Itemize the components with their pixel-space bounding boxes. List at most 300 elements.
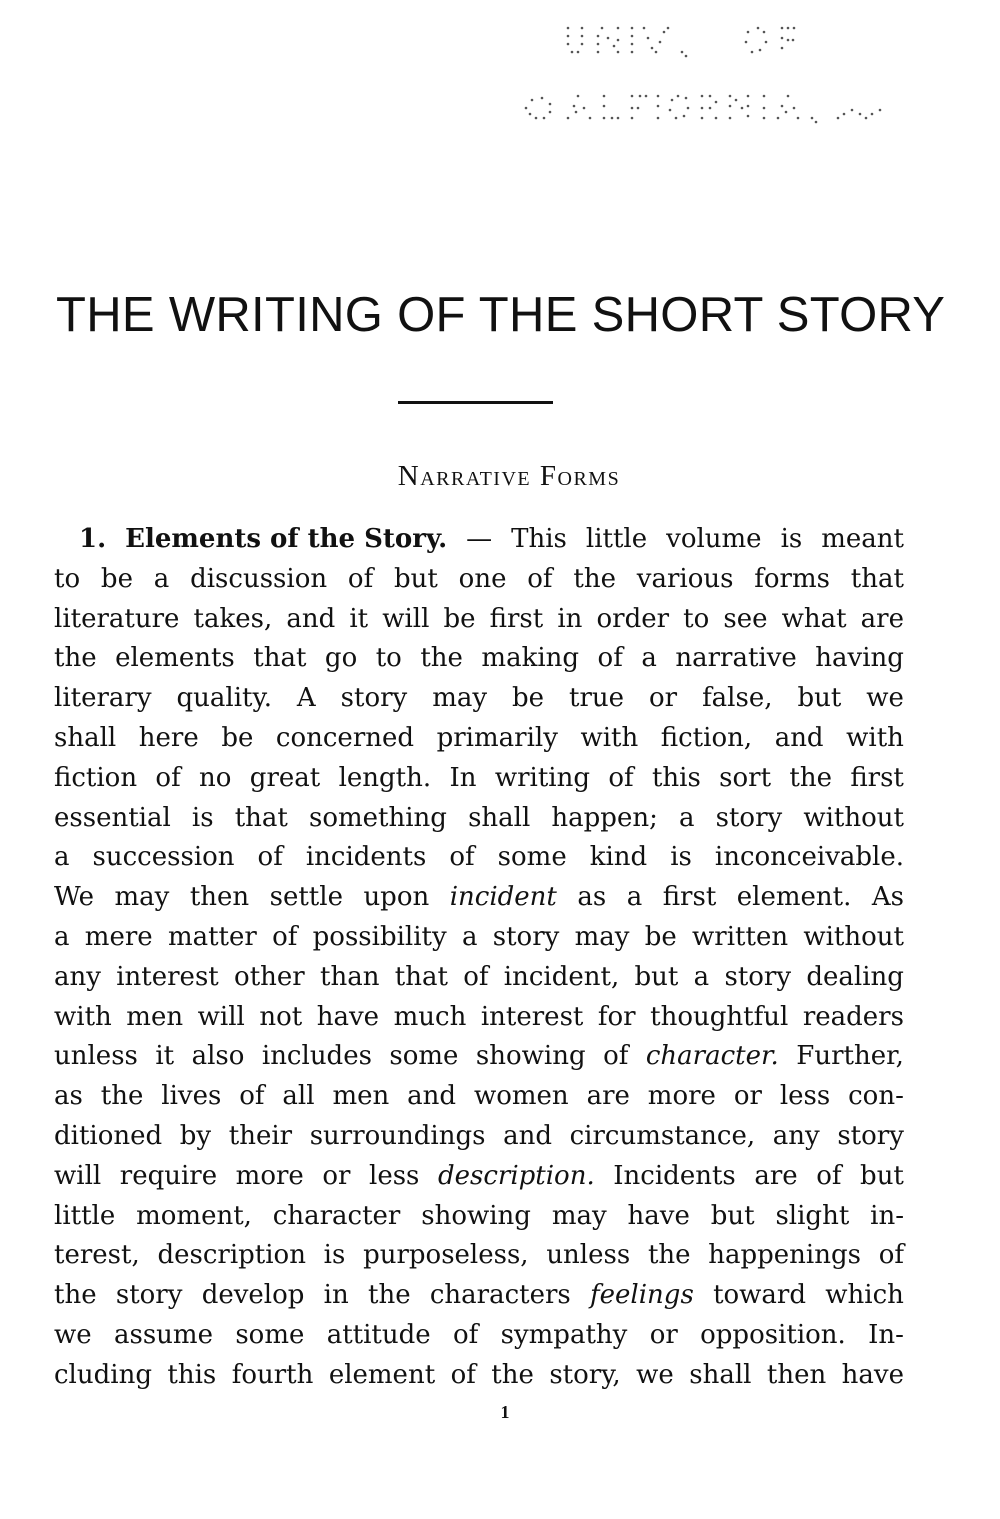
word: a (54, 921, 70, 952)
text-line (54, 1157, 904, 1197)
word: shall (54, 722, 117, 753)
word: concerned (275, 722, 415, 753)
word: quality. (176, 683, 272, 714)
stamp-dot (567, 117, 570, 120)
word: In (449, 762, 477, 793)
stamp-dot (631, 35, 634, 38)
word: we (54, 1319, 92, 1350)
word: discussion (190, 563, 328, 594)
word: be (512, 683, 545, 714)
word: elements (115, 643, 235, 674)
word: we (636, 1359, 674, 1390)
stamp-dot (603, 95, 606, 98)
word: that (850, 563, 904, 594)
word: or (649, 683, 678, 714)
word: lives (161, 1081, 222, 1112)
word: — (466, 524, 493, 554)
word: go (324, 643, 358, 674)
word: of (603, 1041, 629, 1072)
word: may (432, 683, 488, 714)
word: then (189, 882, 250, 913)
stamp-dot (747, 105, 750, 108)
stamp-dot (617, 117, 620, 120)
word: are (586, 1081, 630, 1112)
stamp-dot (581, 35, 584, 38)
text-line (54, 520, 904, 560)
text-line (54, 958, 904, 998)
stamp-dot (581, 43, 584, 46)
stamp-dot (651, 47, 654, 50)
paragraph-heading: Elements of the Story. (125, 524, 448, 554)
word: more (647, 1081, 716, 1112)
stamp-dot (701, 95, 704, 98)
word: moment, (136, 1200, 252, 1231)
text-line (54, 1077, 904, 1117)
word: and (503, 1120, 552, 1151)
stamp-dot (735, 99, 738, 102)
stamp-dot (781, 27, 784, 30)
emphasized-term: character. (645, 1041, 779, 1072)
stamp-dot (529, 113, 532, 116)
word: happenings (708, 1240, 861, 1271)
word: settle (269, 882, 343, 913)
stamp-dot (815, 121, 818, 124)
stamp-dot (637, 107, 640, 110)
paragraph-body (54, 520, 904, 1396)
stamp-dot (631, 117, 634, 120)
word: upon (363, 882, 430, 913)
word: develop (201, 1280, 305, 1311)
text-line (54, 1037, 904, 1077)
stamp-dot (601, 27, 604, 30)
stamp-dot (567, 35, 570, 38)
word: the (368, 1280, 411, 1311)
word: ditioned (54, 1120, 163, 1151)
word: require (119, 1160, 218, 1191)
word: assume (114, 1319, 213, 1350)
stamp-dot (879, 109, 882, 112)
emphasized-term: incident (449, 882, 557, 913)
stamp-dot (745, 41, 748, 44)
stamp-dot (781, 105, 784, 108)
word: of (449, 842, 475, 873)
word: literature (54, 603, 180, 634)
word: without (803, 921, 904, 952)
word: description (157, 1240, 306, 1271)
word: for (597, 1001, 636, 1032)
text-line (54, 1236, 904, 1276)
word: character (272, 1200, 401, 1231)
word: one (458, 563, 507, 594)
word: volume (666, 524, 762, 554)
text-line (54, 878, 904, 918)
word: to (683, 603, 710, 634)
stamp-dot (787, 39, 790, 42)
word: without (803, 802, 904, 833)
text-line (54, 600, 904, 640)
word: order (596, 603, 670, 634)
word: less (369, 1160, 420, 1191)
word: dealing (806, 961, 904, 992)
word: possibility (312, 921, 447, 952)
stamp-dot (671, 99, 674, 102)
stamp-dot (763, 31, 766, 34)
word: no (199, 762, 232, 793)
stamp-dot (683, 115, 686, 118)
word: unless (54, 1041, 138, 1072)
word: have (316, 1001, 380, 1032)
word: Incidents (613, 1160, 736, 1191)
word: mere (84, 921, 153, 952)
stamp-dot (581, 27, 584, 30)
word: incident, (503, 961, 620, 992)
stamp-dot (525, 107, 528, 110)
word: be (443, 603, 476, 634)
word: narrative (675, 643, 797, 674)
stamp-dot (567, 27, 570, 30)
stamp-dot (792, 39, 795, 42)
word: a (678, 802, 695, 833)
stamp-dot (631, 51, 634, 54)
word: In- (868, 1319, 904, 1350)
word: of (608, 762, 634, 793)
word: unless (546, 1240, 631, 1271)
word: fourth (231, 1359, 314, 1390)
stamp-dot (549, 111, 552, 114)
word: and (286, 603, 336, 634)
text-line (54, 719, 904, 759)
word: a (54, 842, 70, 873)
text-line (54, 1197, 904, 1237)
word: of (155, 762, 181, 793)
word: but (394, 563, 438, 594)
word: happen; (551, 802, 658, 833)
stamp-dot (787, 27, 790, 30)
stamp-dot (793, 27, 796, 30)
stamp-dot (611, 117, 614, 120)
stamp-dot (639, 95, 642, 98)
word: some (235, 1319, 305, 1350)
word: are (754, 1160, 798, 1191)
word: matter (167, 921, 257, 952)
stamp-dot (583, 107, 586, 110)
word: men (126, 1001, 184, 1032)
word: writing (494, 762, 590, 793)
word: slight (775, 1200, 850, 1231)
emphasized-term: description. (437, 1160, 595, 1191)
word: element. (736, 882, 852, 913)
word: may (551, 1200, 607, 1231)
stamp-dot (865, 117, 868, 120)
section-heading: Narrative Forms (397, 460, 621, 492)
word: with (580, 722, 639, 753)
stamp-dot (765, 41, 768, 44)
word: sympathy (500, 1319, 628, 1350)
stamp-dot (597, 51, 600, 54)
word: readers (802, 1001, 904, 1032)
stamp-dot (685, 55, 688, 58)
word: interest (116, 961, 219, 992)
stamp-dot (759, 49, 762, 52)
word: of (347, 563, 374, 594)
word: will (382, 603, 430, 634)
word: be (221, 722, 254, 753)
word: that (394, 961, 448, 992)
word: some (389, 1041, 459, 1072)
stamp-dot (655, 51, 658, 54)
text-line (54, 998, 904, 1038)
word: to (375, 643, 402, 674)
word: by (179, 1120, 212, 1151)
word: of (450, 1359, 476, 1390)
word: with (846, 722, 904, 753)
word: story, (549, 1359, 621, 1390)
word: story (340, 683, 408, 714)
word: the (54, 643, 97, 674)
word: story (724, 961, 792, 992)
word: it (155, 1041, 175, 1072)
word: characters (429, 1280, 571, 1311)
word: the (420, 643, 463, 674)
text-line (54, 679, 904, 719)
word: or (649, 1319, 678, 1350)
stamp-dot (729, 95, 732, 98)
word: see (723, 603, 768, 634)
chapter-title: THE WRITING OF THE SHORT STORY (56, 288, 946, 342)
stamp-dot (657, 95, 660, 98)
word: in (323, 1280, 349, 1311)
stamp-dot (751, 51, 754, 54)
word: also (191, 1041, 245, 1072)
stamp-dot (597, 43, 600, 46)
word: first (662, 882, 717, 913)
word: of (257, 842, 283, 873)
word: but (710, 1200, 755, 1231)
word: may (574, 921, 630, 952)
stamp-dot (781, 37, 784, 40)
stamp-dot (567, 43, 570, 46)
word: first (850, 762, 904, 793)
stamp-dot (597, 35, 600, 38)
word: it (349, 603, 369, 634)
stamp-dot (577, 51, 580, 54)
word: meant (821, 524, 904, 554)
page-number: 1 (500, 1402, 510, 1422)
word: of (527, 563, 553, 594)
stamp-dot (531, 99, 534, 102)
text-line (54, 759, 904, 799)
word: literary (54, 683, 152, 714)
stamp-dot (709, 107, 712, 110)
word: primarily (436, 722, 558, 753)
stamp-dot (535, 117, 538, 120)
stamp-dot (777, 117, 780, 120)
word: This (511, 524, 567, 554)
stamp-dot (645, 95, 648, 98)
word: but (860, 1160, 904, 1191)
word: of (878, 1240, 904, 1271)
word: of (463, 961, 489, 992)
word: is (670, 842, 692, 873)
word: kind (589, 842, 648, 873)
word: which (825, 1280, 904, 1311)
word: but (634, 961, 679, 992)
word: of (453, 1319, 479, 1350)
word: will (54, 1160, 102, 1191)
stamp-dot (617, 27, 620, 30)
stamp-dot (741, 107, 744, 110)
stamp-dot (657, 117, 660, 120)
word: the (100, 1081, 144, 1112)
word: as (54, 1081, 83, 1112)
stamp-dot (631, 95, 634, 98)
word: the (789, 762, 832, 793)
stamp-dot (871, 113, 874, 116)
word: their (228, 1120, 293, 1151)
stamp-dot (541, 97, 544, 100)
word: any (54, 961, 101, 992)
word: story (837, 1120, 904, 1151)
word: essential (54, 802, 171, 833)
stamp-dot (647, 37, 650, 40)
stamp-dot (687, 107, 690, 110)
word: length. (338, 762, 432, 793)
word: As (871, 882, 904, 913)
word: inconceivable. (714, 842, 904, 873)
stamp-dot (797, 117, 800, 120)
text-line (54, 799, 904, 839)
word: is (780, 524, 803, 554)
stamp-dot (709, 95, 712, 98)
stamp-dot (667, 27, 670, 30)
stamp-dot (603, 105, 606, 108)
word: first (489, 603, 544, 634)
stamp-dot (575, 111, 578, 114)
word: showing (421, 1200, 531, 1231)
word: in- (870, 1200, 904, 1231)
stamp-dot (701, 117, 704, 120)
word: incidents (305, 842, 427, 873)
word: making (481, 643, 580, 674)
word: toward (713, 1280, 806, 1311)
text-line (54, 639, 904, 679)
library-stamp (520, 18, 910, 138)
word: is (323, 1240, 346, 1271)
word: may (114, 882, 170, 913)
word: fiction, (660, 722, 753, 753)
word: written (692, 921, 789, 952)
stamp-dot (763, 107, 766, 110)
text-line (54, 1276, 904, 1316)
word: a (693, 961, 710, 992)
word: includes (261, 1041, 372, 1072)
word: the (491, 1359, 534, 1390)
word: of (239, 1081, 265, 1112)
word: or (322, 1160, 351, 1191)
word: of (597, 643, 623, 674)
word: a (626, 882, 643, 913)
stamp-dot (631, 27, 634, 30)
word: than (320, 961, 380, 992)
word: con- (848, 1081, 904, 1112)
stamp-dot (549, 103, 552, 106)
stamp-dot (603, 117, 606, 120)
word: shall (689, 1359, 752, 1390)
emphasized-term: feelings (590, 1280, 694, 1311)
word: here (138, 722, 199, 753)
text-line (54, 918, 904, 958)
word: have (627, 1200, 690, 1231)
word: surroundings (309, 1120, 486, 1151)
word: be (644, 921, 677, 952)
stamp-dot (837, 117, 840, 120)
word: women (473, 1081, 569, 1112)
word: terest, (54, 1240, 140, 1271)
stamp-dot (577, 95, 580, 98)
word: succession (92, 842, 235, 873)
word: all (282, 1081, 315, 1112)
word: interest (480, 1001, 584, 1032)
word: that (253, 643, 307, 674)
word: this (167, 1359, 217, 1390)
word: false, (702, 683, 773, 714)
word: story (492, 921, 560, 952)
word: a (461, 921, 478, 952)
word: will (197, 1001, 245, 1032)
stamp-dot (657, 105, 660, 108)
word: of (816, 1160, 842, 1191)
word: other (234, 961, 305, 992)
word: element (328, 1359, 436, 1390)
word: Further, (796, 1041, 904, 1072)
stamp-dot (793, 107, 796, 110)
stamp-dot (571, 51, 574, 54)
word: are (860, 603, 904, 634)
word: men (332, 1081, 390, 1112)
word: with (54, 1001, 112, 1032)
text-line (54, 1117, 904, 1157)
stamp-dot (659, 41, 662, 44)
stamp-dot (747, 95, 750, 98)
word: but (797, 683, 842, 714)
word: story (115, 1280, 183, 1311)
stamp-dot (859, 113, 862, 116)
stamp-dot (643, 27, 646, 30)
word: purposeless, (363, 1240, 529, 1271)
word: this (651, 762, 701, 793)
word: sort (719, 762, 772, 793)
word: and (407, 1081, 457, 1112)
word: circumstance, (569, 1120, 756, 1151)
word: true (569, 683, 625, 714)
stamp-dot (787, 95, 790, 98)
stamp-dot (715, 117, 718, 120)
word: opposition. (700, 1319, 846, 1350)
stamp-dot (811, 117, 814, 120)
title-divider (398, 401, 553, 404)
word: story (715, 802, 783, 833)
word: of (272, 921, 298, 952)
stamp-dot (729, 105, 732, 108)
word: more (235, 1160, 304, 1191)
stamp-dot (729, 117, 732, 120)
paragraph-number: 1. (79, 524, 107, 554)
word: a (153, 563, 170, 594)
word: little (54, 1200, 116, 1231)
stamp-dot (613, 45, 616, 48)
word: to (54, 563, 81, 594)
word: fiction (54, 762, 138, 793)
